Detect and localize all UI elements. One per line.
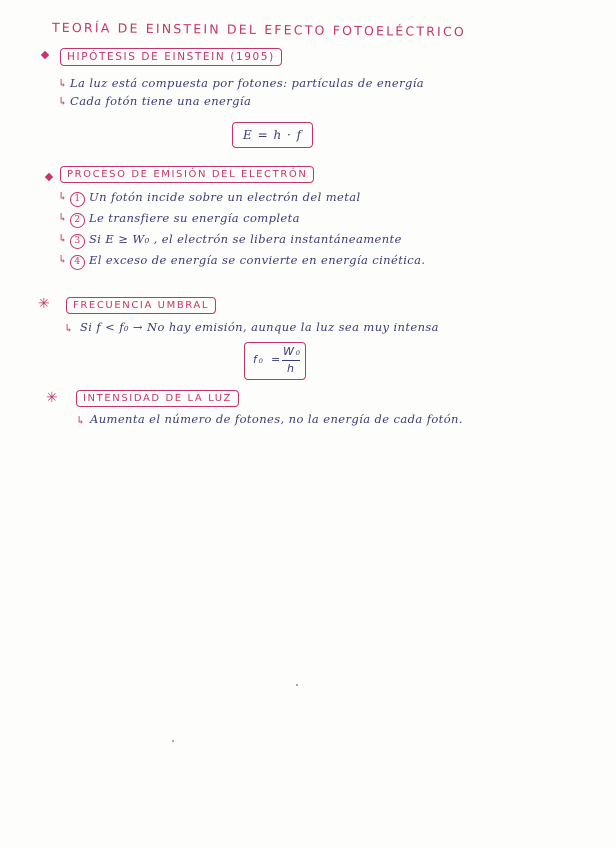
step-text: Un fotón incide sobre un electrón del metal xyxy=(89,190,361,204)
formula-lhs: f₀ xyxy=(253,353,265,366)
step-number: 1 xyxy=(70,192,85,207)
section-heading-intensidad: INTENSIDAD DE LA LUZ xyxy=(76,390,239,407)
page-title: TEORÍA DE EINSTEIN DEL EFECTO FOTOELÉCTRICO xyxy=(51,19,467,40)
arrow-icon: ↳ xyxy=(58,211,68,224)
formula-equals: = xyxy=(271,353,282,366)
arrow-icon: ↳ xyxy=(58,190,68,203)
text-line: La luz está compuesta por fotones: partículas de energía xyxy=(70,76,425,90)
paper-speck xyxy=(296,684,298,686)
arrow-icon: ↳ xyxy=(58,95,68,108)
step-text: Le transfiere su energía completa xyxy=(89,211,300,225)
section-heading-hipotesis: HIPÓTESIS DE EINSTEIN (1905) xyxy=(60,48,282,66)
step-item-3 xyxy=(70,232,402,249)
step-text: Si E ≥ W₀ , el electrón se libera instantáneamente xyxy=(89,232,402,246)
arrow-icon: ↳ xyxy=(76,414,86,427)
formula-denominator: h xyxy=(287,362,296,375)
sun-bullet-icon: ✳ xyxy=(38,296,50,312)
step-number: 2 xyxy=(70,213,85,228)
paper-speck xyxy=(172,740,174,742)
text-line: Aumenta el número de fotones, no la energía de cada fotón. xyxy=(90,412,463,426)
diamond-bullet-icon xyxy=(41,51,49,59)
formula-box-energy: E = h · f xyxy=(232,122,313,148)
text-line: Cada fotón tiene una energía xyxy=(70,94,252,108)
formula-numerator: W₀ xyxy=(283,345,302,358)
step-item-4 xyxy=(70,253,425,270)
step-number: 4 xyxy=(70,255,85,270)
section-heading-frecuencia: FRECUENCIA UMBRAL xyxy=(66,297,216,314)
arrow-icon: ↳ xyxy=(64,322,74,335)
arrow-icon: ↳ xyxy=(58,77,68,90)
step-text: El exceso de energía se convierte en energía cinética. xyxy=(89,253,426,267)
step-item-1 xyxy=(70,190,361,207)
formula-box-threshold xyxy=(244,342,306,380)
arrow-icon: ↳ xyxy=(58,253,68,266)
section-heading-proceso: PROCESO DE EMISIÓN DEL ELECTRÓN xyxy=(60,166,314,183)
step-item-2 xyxy=(70,211,300,228)
arrow-icon: ↳ xyxy=(58,232,68,245)
text-line: Si f < f₀ → No hay emisión, aunque la luz sea muy intensa xyxy=(80,320,439,334)
diamond-bullet-icon xyxy=(45,173,53,181)
step-number: 3 xyxy=(70,234,85,249)
fraction-bar xyxy=(282,360,300,361)
sun-bullet-icon: ✳ xyxy=(46,390,58,406)
